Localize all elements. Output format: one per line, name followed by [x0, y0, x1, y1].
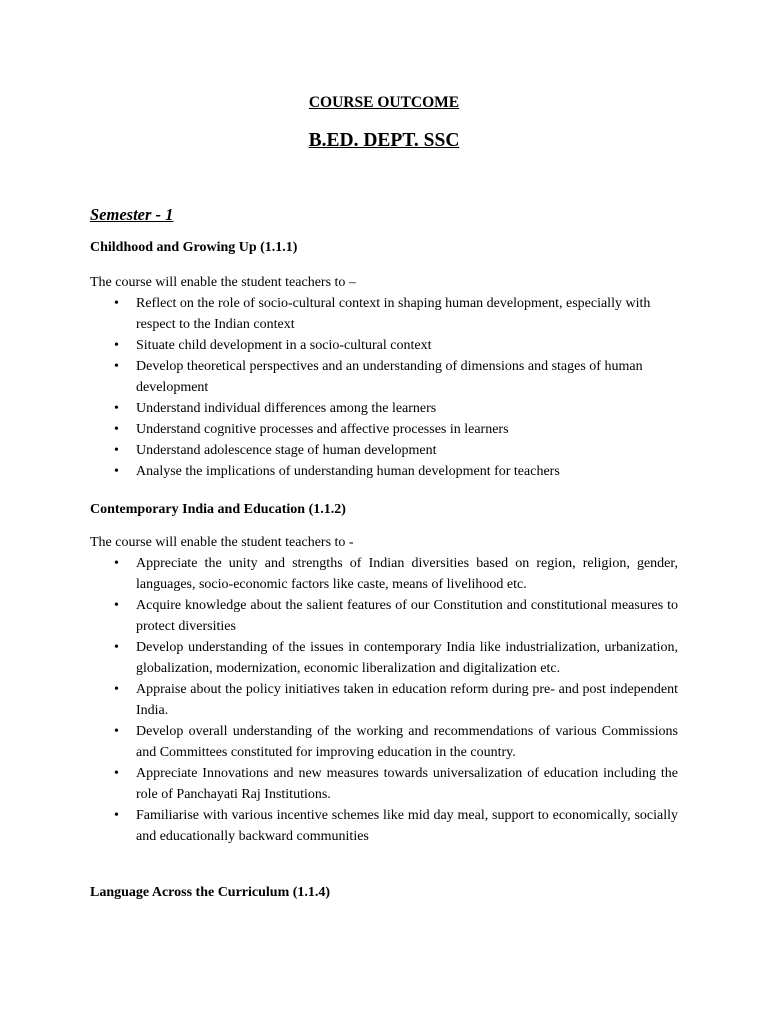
- list-item: • Develop understanding of the issues in contemporary India like industrialization, urbanization, globalization, modernization, economic liberalization and digitalization etc.: [90, 637, 678, 679]
- section-heading: Childhood and Growing Up (1.1.1): [90, 240, 298, 255]
- list-item: • Understand cognitive processes and affective processes in learners: [90, 419, 678, 440]
- semester-heading: Semester - 1: [90, 205, 174, 224]
- department-title: B.ED. DEPT. SSC: [308, 130, 460, 151]
- list-item: • Develop theoretical perspectives and an understanding of dimensions and stages of human development: [90, 356, 678, 398]
- section-heading: Language Across the Curriculum (1.1.4): [90, 885, 331, 900]
- list-item: • Familiarise with various incentive schemes like mid day meal, support to economically, socially and educationally backward communities: [90, 805, 678, 847]
- list-item: • Develop overall understanding of the working and recommendations of various Commissions and Committees constituted for improving education in the country.: [90, 721, 678, 763]
- list-item: • Appraise about the policy initiatives taken in education reform during pre- and post independent India.: [90, 679, 678, 721]
- list-item: • Understand individual differences among the learners: [90, 398, 678, 419]
- bullet-list: [90, 293, 678, 482]
- list-item: • Analyse the implications of understanding human development for teachers: [90, 461, 678, 482]
- list-item: • Reflect on the role of socio-cultural context in shaping human development, especially with respect to the Indian context: [90, 293, 678, 335]
- section-intro: The course will enable the student teachers to -: [90, 535, 354, 550]
- list-item: • Understand adolescence stage of human development: [90, 440, 678, 461]
- list-item: • Acquire knowledge about the salient features of our Constitution and constitutional measures to protect diversities: [90, 595, 678, 637]
- list-item: • Situate child development in a socio-cultural context: [90, 335, 678, 356]
- list-item: • Appreciate the unity and strengths of Indian diversities based on region, religion, gender, languages, socio-economic factors like caste, means of livelihood etc.: [90, 553, 678, 595]
- bullet-list: [90, 553, 678, 847]
- document-title: COURSE OUTCOME: [308, 94, 460, 111]
- section-heading: Contemporary India and Education (1.1.2): [90, 502, 346, 517]
- section-intro: The course will enable the student teachers to –: [90, 275, 356, 290]
- list-item: • Appreciate Innovations and new measures towards universalization of education including the role of Panchayati Raj Institutions.: [90, 763, 678, 805]
